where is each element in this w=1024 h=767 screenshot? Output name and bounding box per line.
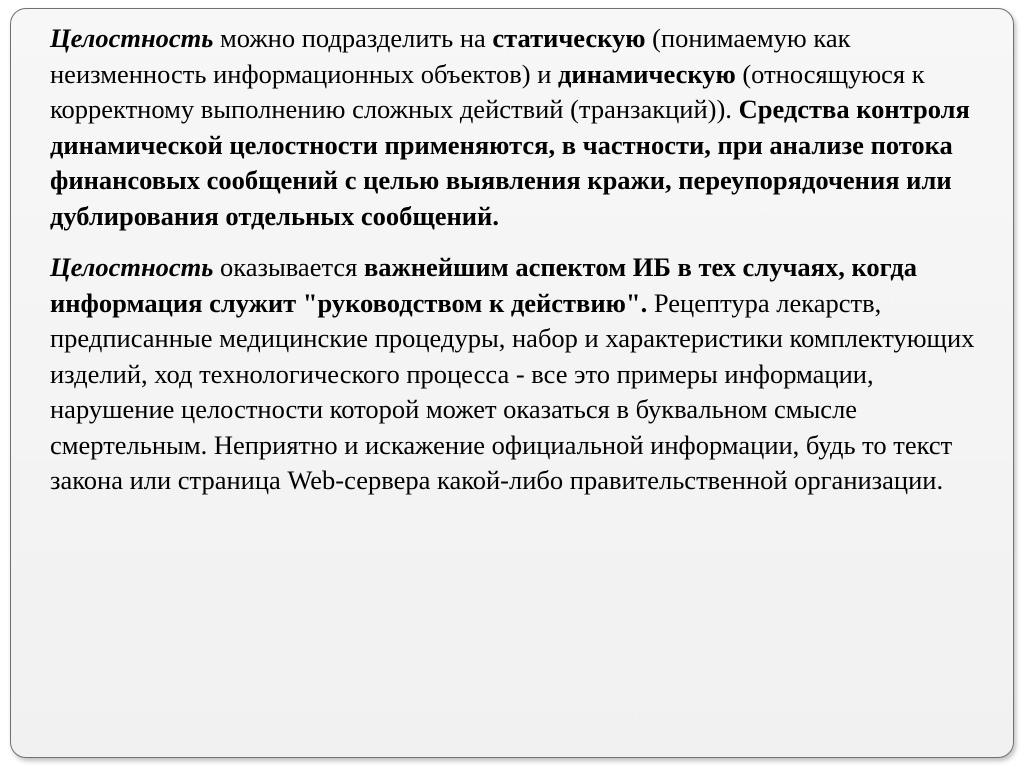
term-static: статическую <box>492 23 646 53</box>
term-dynamic: динамическую <box>558 58 736 89</box>
slide-body <box>50 21 980 499</box>
text-run: (относящуюся к корректному выполнению сложных действий (транзакций)). <box>50 58 925 124</box>
paragraph-integrity-types <box>50 21 980 234</box>
term-integrity: Целостность <box>50 252 214 282</box>
text-run: оказывается <box>213 252 364 282</box>
emphasis-dynamic-control: Средства контроля динамической целостности применяются, в частности, при анализе потока финансовых сообщений с целью выявления кражи, переупорядочения или дублирования отдельных сообщений. <box>50 94 970 231</box>
text-run: можно подразделить на <box>213 23 493 53</box>
emphasis-key-aspect: важнейшим аспектом ИБ в тех случаях, когда информация служит "руководством к действию". <box>50 252 918 318</box>
term-integrity: Целостность <box>50 23 214 53</box>
text-run: Рецептура лекарств, предписанные медицинские процедуры, набор и характеристики комплектующих изделий, ход технологического процесса - все это примеры информации, нарушение целостности которой может оказаться в буквальном смысле смертельным. Неприятно и искажение официальной информации, будь то текст закона или страница Web-сервера какой-либо правительственной организации. <box>50 287 975 495</box>
slide-frame <box>10 8 1014 758</box>
text-run: (понимаемую как неизменность информационных объектов) и <box>50 23 851 89</box>
paragraph-integrity-importance <box>50 250 980 499</box>
